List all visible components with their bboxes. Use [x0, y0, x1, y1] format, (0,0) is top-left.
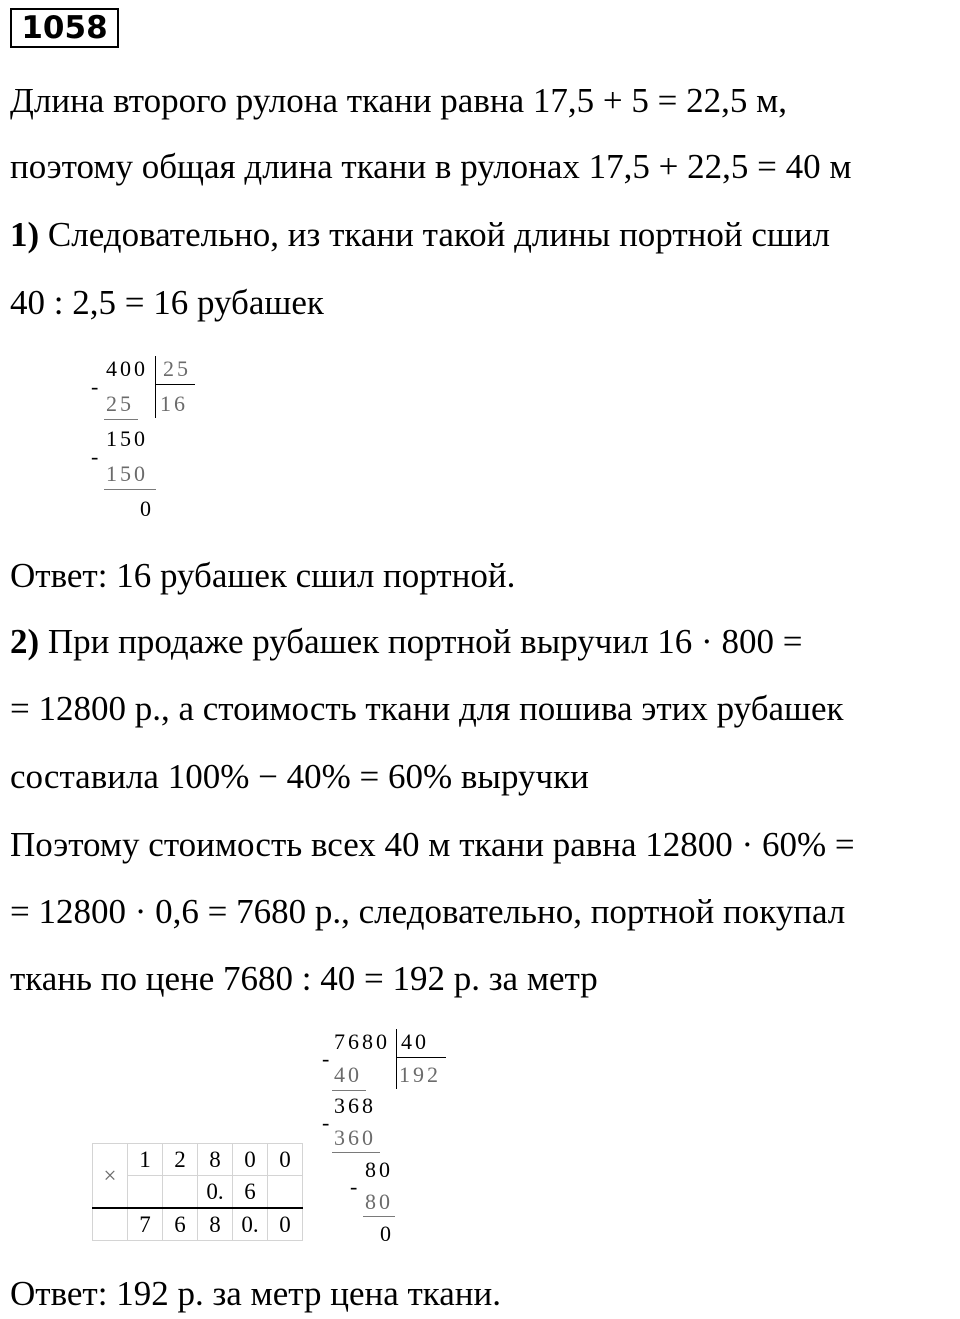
mult-cell: 0 — [233, 1144, 268, 1176]
division-2-remainder-1: 368 — [334, 1093, 376, 1118]
division-2-subtrahend-1: 40 — [334, 1062, 362, 1087]
multiplication-grid — [92, 1143, 303, 1241]
division-2-minus-2: - — [322, 1110, 330, 1135]
division-1-subtrahend-1: 25 — [106, 391, 134, 416]
division-1-dividend: 400 — [106, 356, 148, 381]
mult-cell: 1 — [128, 1144, 163, 1176]
step-1-label: 1) — [10, 215, 40, 254]
mult-cell — [163, 1176, 198, 1209]
text-line-2: поэтому общая длина ткани в рулонах 17,5 + 22,5 = 40 м — [10, 147, 852, 186]
mult-result-cell: 0 — [268, 1208, 303, 1241]
mult-cell: 0 — [268, 1144, 303, 1176]
mult-cell: 8 — [198, 1144, 233, 1176]
division-1-subtrahend-2: 150 — [106, 461, 148, 486]
division-1-remainder-2: 0 — [140, 496, 154, 521]
division-2-divisor: 40 — [401, 1029, 429, 1054]
text-line-6: = 12800 р., а стоимость ткани для пошива этих рубашек — [10, 689, 844, 728]
mult-cell: 2 — [163, 1144, 198, 1176]
division-2-remainder-3: 0 — [380, 1221, 394, 1246]
division-1-remainder-1: 150 — [106, 426, 148, 451]
division-2-dividend: 7680 — [334, 1029, 390, 1054]
mult-cell — [128, 1176, 163, 1209]
division-2-remainder-2: 80 — [365, 1157, 393, 1182]
division-2-minus-1: - — [322, 1046, 330, 1071]
division-1-divisor: 25 — [163, 356, 191, 381]
multiply-sign: × — [93, 1144, 128, 1209]
text-line-3 — [10, 215, 830, 255]
division-1-quotient: 16 — [160, 391, 188, 416]
mult-result-cell: 7 — [128, 1208, 163, 1241]
division-2-subtrahend-2: 360 — [334, 1125, 376, 1150]
division-1-minus-1: - — [91, 374, 99, 399]
answer-2: Ответ: 192 р. за метр цена ткани. — [10, 1274, 502, 1313]
mult-cell: 6 — [233, 1176, 268, 1209]
answer-1: Ответ: 16 рубашек сшил портной. — [10, 556, 516, 595]
text-line-9: = 12800 · 0,6 = 7680 р., следовательно, портной покупал — [10, 892, 846, 931]
text-line-7: составила 100% − 40% = 60% выручки — [10, 757, 589, 796]
text-line-10: ткань по цене 7680 : 40 = 192 р. за метр — [10, 959, 598, 998]
step-2-label: 2) — [10, 622, 40, 661]
mult-cell — [268, 1176, 303, 1209]
mult-result-cell: 0. — [233, 1208, 268, 1241]
text-line-5 — [10, 622, 802, 662]
step-2-text: При продаже рубашек портной выручил 16 · 800 = — [39, 622, 803, 661]
text-line-4: 40 : 2,5 = 16 рубашек — [10, 283, 324, 322]
division-2-minus-3: - — [350, 1174, 358, 1199]
step-1-text: Следовательно, из ткани такой длины портной сшил — [39, 215, 831, 254]
division-1-minus-2: - — [91, 444, 99, 469]
text-line-8: Поэтому стоимость всех 40 м ткани равна 12800 · 60% = — [10, 825, 855, 864]
task-number: 1058 — [10, 8, 119, 48]
mult-cell — [93, 1208, 128, 1241]
mult-result-cell: 6 — [163, 1208, 198, 1241]
mult-cell: 0. — [198, 1176, 233, 1209]
division-2-subtrahend-3: 80 — [365, 1189, 393, 1214]
text-line-1: Длина второго рулона ткани равна 17,5 + 5 = 22,5 м, — [10, 81, 788, 120]
mult-result-cell: 8 — [198, 1208, 233, 1241]
division-2-quotient: 192 — [399, 1062, 441, 1087]
